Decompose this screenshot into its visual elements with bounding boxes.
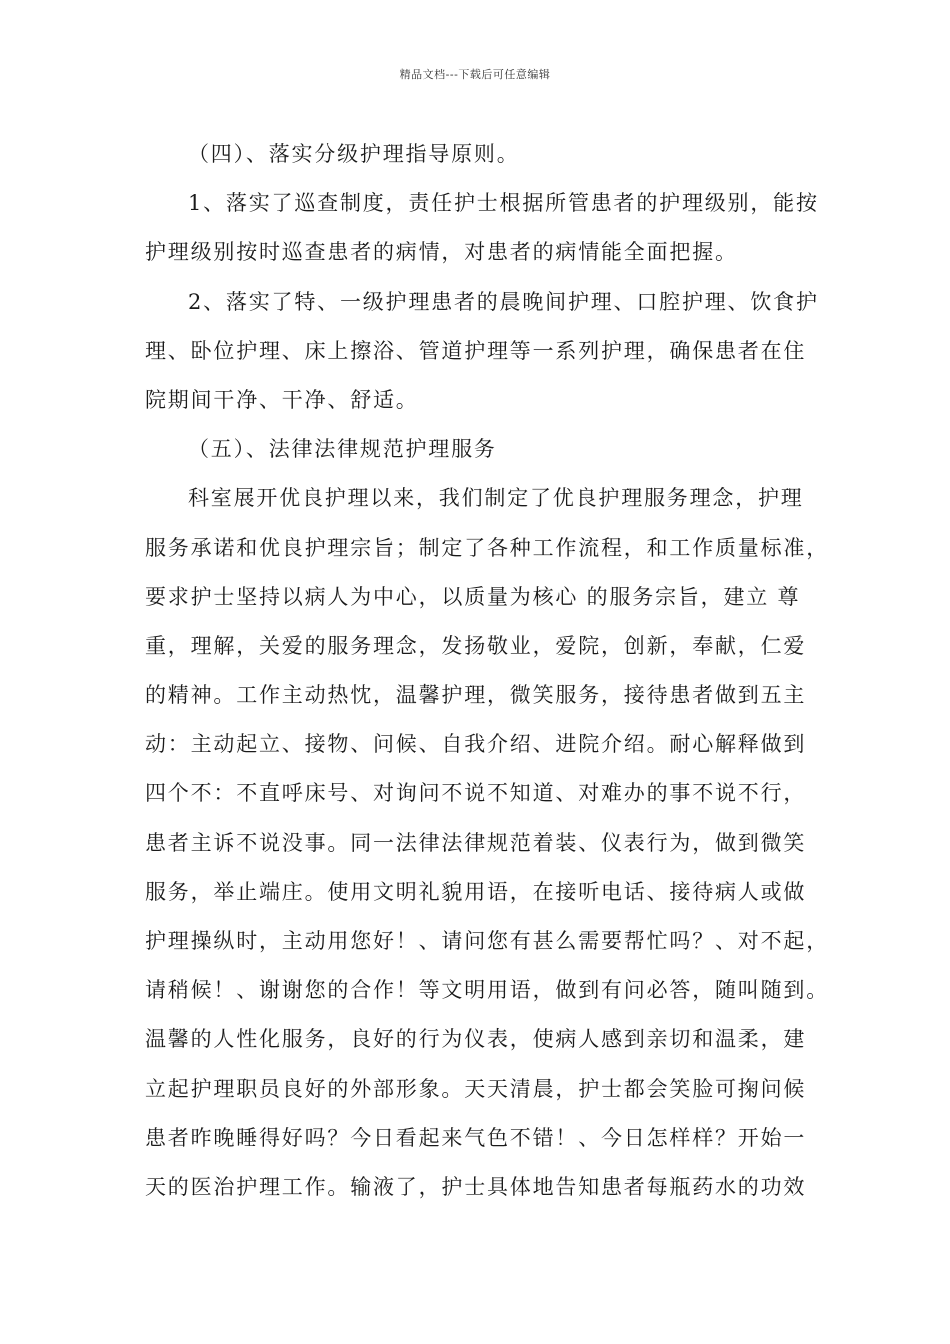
paragraph-line: 要求护士坚持以病人为中心，以质量为核心 的服务宗旨，建立 尊 (145, 584, 801, 609)
paragraph-line: 护理操纵时，主动用您好！、请问您有甚么需要帮忙吗？、对不起， (145, 929, 829, 953)
paragraph-line: 请稍候！、谢谢您的合作！等文明用语，做到有问必答，随叫随到。 (145, 978, 829, 1003)
paragraph-line: 患者昨晚睡得好吗？今日看起来气色不错！、今日怎样样？开始一 (145, 1125, 807, 1150)
paragraph-line: 的精神。工作主动热忱，温馨护理，微笑服务，接待患者做到五主 (145, 683, 807, 708)
paragraph-line: 患者主诉不说没事。同一法律法律规范着装、仪表行为，做到微笑 (145, 830, 807, 855)
paragraph-line: 2、落实了特、一级护理患者的晨晚间护理、口腔护理、饮食护 (188, 289, 819, 314)
paragraph-line: 1、落实了巡查制度，责任护士根据所管患者的护理级别，能按 (188, 191, 819, 216)
paragraph-line: 服务承诺和优良护理宗旨；制定了各种工作流程，和工作质量标准， (145, 535, 829, 560)
paragraph-line: 护理级别按时巡查患者的病情，对患者的病情能全面把握。 (145, 240, 738, 265)
paragraph-line: 天的医治护理工作。输液了，护士具体地告知患者每瓶药水的功效 (145, 1174, 807, 1199)
paragraph-line: 服务，举止端庄。使用文明礼貌用语，在接听电话、接待病人或做 (145, 879, 807, 904)
paragraph-line: 重，理解，关爱的服务理念，发扬敬业，爱院，创新，奉献，仁爱 (145, 633, 807, 658)
paragraph-line: 温馨的人性化服务，良好的行为仪表，使病人感到亲切和温柔，建 (145, 1027, 807, 1052)
paragraph-line: 动：主动起立、接物、问候、自我介绍、进院介绍。耐心解释做到 (145, 732, 807, 757)
paragraph-line: 立起护理职员良好的外部形象。天天清晨，护士都会笑脸可掬问候 (145, 1076, 807, 1101)
paragraph-line: 科室展开优良护理以来，我们制定了优良护理服务理念，护理 (188, 486, 804, 511)
section-heading-4: （四）、落实分级护理指导原则。 (188, 142, 520, 166)
paragraph-line: 四个不：不直呼床号、对询问不说不知道、对难办的事不说不行， (145, 781, 807, 806)
paragraph-line: 院期间干净、干净、舒适。 (145, 387, 419, 412)
document-body (145, 130, 829, 1212)
page-header: 精品文档---下载后可任意编辑 (399, 68, 551, 81)
section-heading-5: （五）、法律法律规范护理服务 (188, 437, 497, 462)
paragraph-line: 理、卧位护理、床上擦浴、管道护理等一系列护理，确保患者在住 (145, 338, 807, 363)
